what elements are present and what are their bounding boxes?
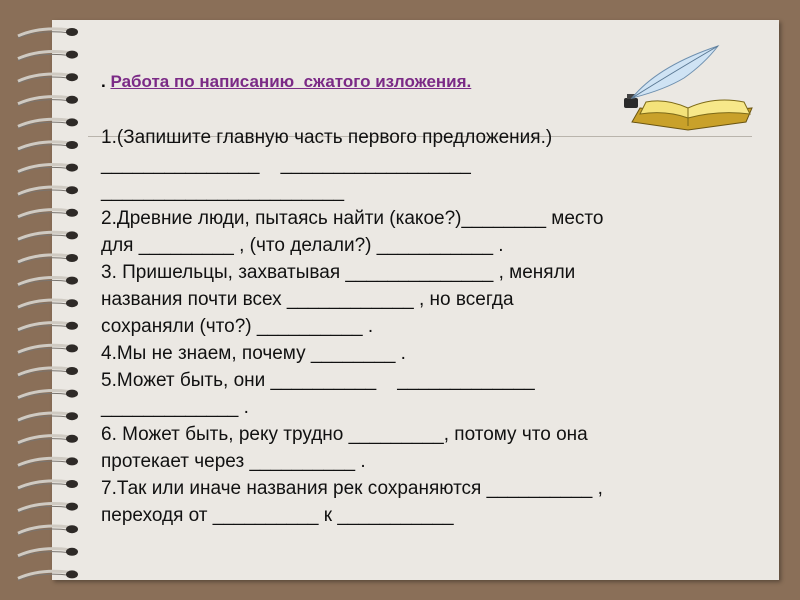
exercise-line: 4.Мы не знаем, почему ________ . xyxy=(101,343,406,364)
spiral-ring xyxy=(18,299,78,309)
exercise-line: _____________ . xyxy=(101,397,249,418)
spiral-ring xyxy=(18,503,78,513)
exercise-line: для _________ , (что делали?) ___________ . xyxy=(101,235,504,256)
spiral-ring xyxy=(18,186,78,196)
spiral-ring xyxy=(18,390,78,400)
exercise-line: 7.Так или иначе названия рек сохраняются __________ , xyxy=(101,478,603,499)
spiral-ring xyxy=(18,570,78,580)
spiral-ring xyxy=(18,435,78,445)
spiral-ring xyxy=(18,254,78,264)
spiral-ring xyxy=(18,28,78,38)
exercise-line: протекает через __________ . xyxy=(101,451,366,472)
spiral-ring xyxy=(18,141,78,151)
exercise-text xyxy=(101,124,751,529)
exercise-line: названия почти всех ____________ , но всегда xyxy=(101,289,514,310)
spiral-ring xyxy=(18,209,78,219)
page-title xyxy=(101,72,471,92)
spiral-ring xyxy=(18,277,78,287)
spiral-ring xyxy=(18,525,78,535)
exercise-line: _______________ __________________ xyxy=(101,154,471,175)
title-text: Работа по написанию сжатого изложения. xyxy=(110,72,472,91)
spiral-ring xyxy=(18,457,78,467)
exercise-line: 3. Пришельцы, захватывая ______________ , меняли xyxy=(101,262,576,283)
exercise-line: 6. Может быть, реку трудно _________, потому что она xyxy=(101,424,588,445)
spiral-binding-icon xyxy=(0,0,100,600)
quill-book-illustration xyxy=(618,38,758,134)
exercise-line: 5.Может быть, они __________ _____________ xyxy=(101,370,535,391)
spiral-ring xyxy=(18,548,78,558)
title-dot: . xyxy=(101,72,111,91)
spiral-ring xyxy=(18,118,78,128)
exercise-line: переходя от __________ к ___________ xyxy=(101,505,454,526)
exercise-line: 2.Древние люди, пытаясь найти (какое?)________ место xyxy=(101,208,604,229)
spiral-ring xyxy=(18,73,78,83)
spiral-ring xyxy=(18,96,78,106)
spiral-ring xyxy=(18,231,78,241)
spiral-ring xyxy=(18,412,78,422)
spiral-ring xyxy=(18,480,78,490)
spiral-ring xyxy=(18,344,78,354)
spiral-ring xyxy=(18,164,78,174)
exercise-line: 1.(Запишите главную часть первого предложения.) xyxy=(101,127,553,148)
spiral-ring xyxy=(18,322,78,332)
spiral-ring xyxy=(18,367,78,377)
exercise-line: _______________________ xyxy=(101,181,345,202)
spiral-ring xyxy=(18,51,78,61)
quill-pen-icon xyxy=(632,46,718,98)
exercise-line: сохраняли (что?) __________ . xyxy=(101,316,374,337)
